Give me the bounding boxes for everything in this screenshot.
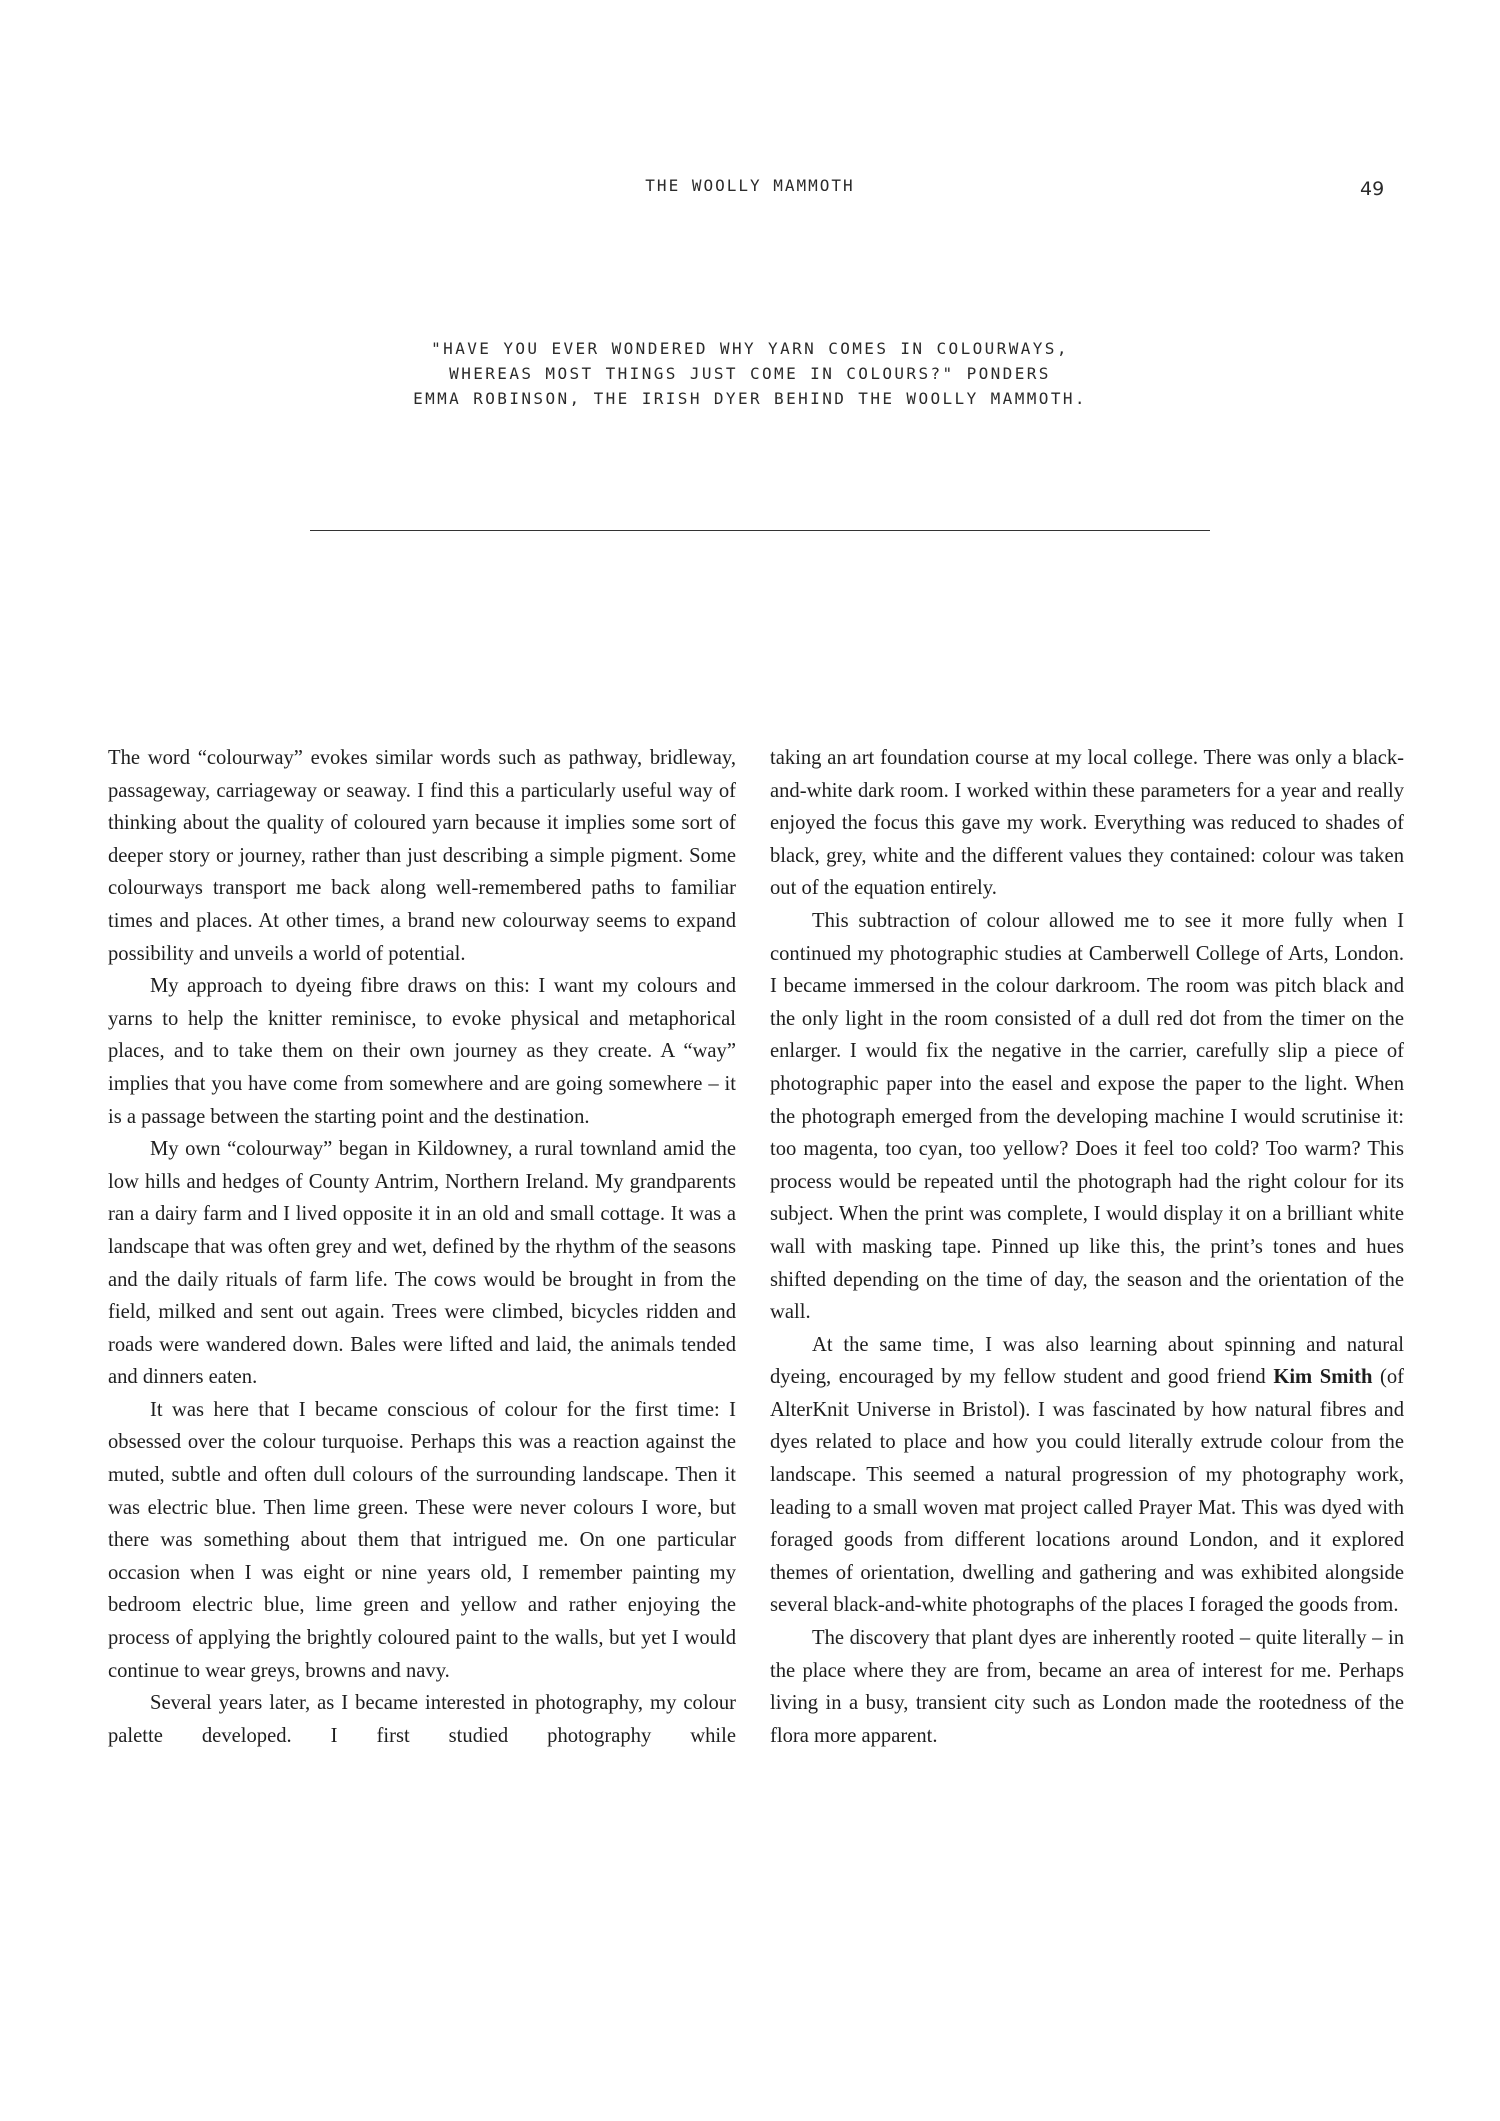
body-paragraph: The discovery that plant dyes are inherently rooted – quite literally – in the place where they are from, became an area of interest for me. Perhaps living in a busy, transient city such as London made the rootedness of the flora more apparent. [770, 1627, 1404, 1747]
body-paragraph: Several years later, as I became interested in photography, my colour palette developed. I first studied photography while [108, 1692, 736, 1747]
standfirst-line: "HAVE YOU EVER WONDERED WHY YARN COMES IN COLOURWAYS, [431, 339, 1069, 358]
divider-rule [310, 530, 1210, 531]
standfirst [300, 336, 1200, 411]
body-column-right [770, 742, 1404, 1752]
body-paragraph: It was here that I became conscious of colour for the first time: I obsessed over the colour turquoise. Perhaps this was a reaction against the muted, subtle and often dull colours of the surrounding landscape. Then it was electric blue. Then lime green. These were never colours I wore, but there was something about them that intrigued me. On one particular occasion when I was eight or nine years old, I remember painting my bedroom electric blue, lime green and yellow and rather enjoying the process of applying the brightly coloured paint to the walls, but yet I would continue to wear greys, browns and navy. [108, 1398, 736, 1682]
running-title: THE WOOLLY MAMMOTH [645, 176, 855, 195]
text-run: (of AlterKnit Universe in Bristol). I was fascinated by how natural fibres and dyes related to place and how you could literally extrude colour from the landscape. This seemed a natural progression of my photography work, leading to a small woven mat project called Prayer Mat. This was dyed with foraged goods from different locations around London, and it explored themes of orientation, dwelling and gathering and was exhibited alongside several black-and-white photographs of the places I foraged the goods from. [770, 1366, 1405, 1617]
standfirst-line: EMMA ROBINSON, THE IRISH DYER BEHIND THE WOOLLY MAMMOTH. [413, 389, 1087, 408]
body-column-left [108, 742, 736, 1752]
body-paragraph: The word “colourway” evokes similar words such as pathway, bridleway, passageway, carriageway or seaway. I find this a particularly useful way of thinking about the quality of coloured yarn because it implies some sort of deeper story or journey, rather than just describing a simple pigment. Some colourways transport me back along well-remembered paths to familiar times and places. At other times, a brand new colourway seems to expand possibility and unveils a world of potential. [108, 747, 736, 965]
page-number: 49 [1360, 178, 1385, 200]
text-run: At the same time, I was also learning about spinning and natural dyeing, encouraged by my fellow student and good friend [770, 1333, 1404, 1389]
body-paragraph: This subtraction of colour allowed me to see it more fully when I continued my photographic studies at Camberwell College of Arts, London. I became immersed in the colour darkroom. The room was pitch black and the only light in the room consisted of a dull red dot from the timer on the enlarger. I would fix the negative in the carrier, carefully slip a piece of photographic paper into the easel and expose the paper to the light. When the photograph emerged from the developing machine I would scrutinise it: too magenta, too cyan, too yellow? Does it feel too cold? Too warm? This process would be repeated until the photograph had the right colour for its subject. When the print was complete, I would display it on a brilliant white wall with masking tape. Pinned up like this, the print’s tones and hues shifted depending on the time of day, the season and the orientation of the wall. [770, 909, 1404, 1324]
body-paragraph: My own “colourway” began in Kildowney, a rural townland amid the low hills and hedges of County Antrim, Northern Ireland. My grandparents ran a dairy farm and I lived opposite it in an old and small cottage. It was a landscape that was often grey and wet, defined by the rhythm of the seasons and the daily rituals of farm life. The cows would be brought in from the field, milked and sent out again. Trees were climbed, bicycles ridden and roads were wandered down. Bales were lifted and laid, the animals tended and dinners eaten. [108, 1138, 736, 1389]
body-paragraph: taking an art foundation course at my local college. There was only a black-and-white dark room. I worked within these parameters for a year and really enjoyed the focus this gave my work. Everything was reduced to shades of black, grey, white and the different values they contained: colour was taken out of the equation entirely. [770, 747, 1404, 900]
standfirst-line: WHEREAS MOST THINGS JUST COME IN COLOURS?" PONDERS [449, 364, 1051, 383]
body-paragraph: My approach to dyeing fibre draws on this: I want my colours and yarns to help the knitter reminisce, to evoke physical and metaphorical places, and to take them on their own journey as they create. A “way” implies that you have come from somewhere and are going somewhere – it is a passage between the starting point and the destination. [108, 975, 736, 1128]
person-name: Kim Smith [1273, 1366, 1373, 1389]
body-paragraph [770, 1329, 1404, 1622]
